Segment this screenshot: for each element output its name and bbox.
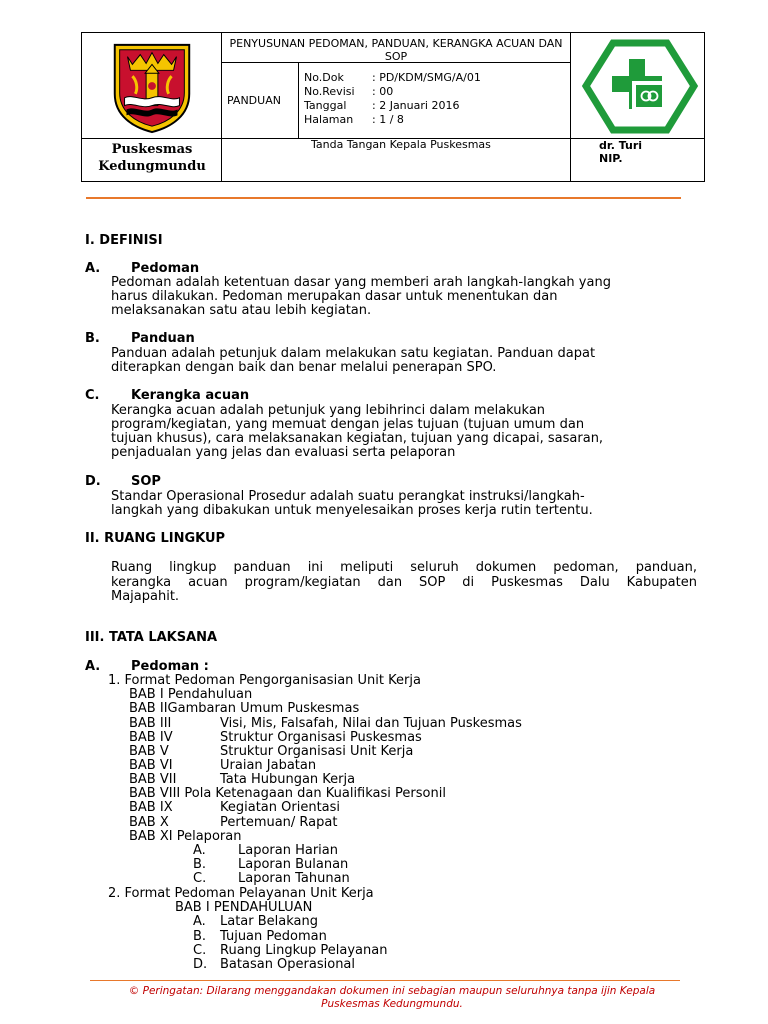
bab-number: BAB VI — [129, 758, 173, 773]
list-item: Tujuan Pedoman — [220, 929, 327, 944]
signer-nip: NIP. — [599, 152, 623, 165]
header-rule — [86, 197, 681, 199]
signer-name: dr. Turi — [599, 139, 643, 152]
footer-line: © Peringatan: Dilarang menggandakan dokumen ini sebagian maupun seluruhnya tanpa ijin Kepala — [128, 985, 656, 997]
doc-info-value: : 1 / 8 — [372, 113, 404, 126]
document-header-table — [81, 32, 705, 182]
body-line: Majapahit. — [111, 589, 180, 604]
doc-info-value: : PD/KDM/SMG/A/01 — [372, 71, 481, 84]
list-marker: A. — [193, 914, 206, 929]
list-item: Laporan Tahunan — [238, 871, 350, 886]
list-item: 2. Format Pedoman Pelayanan Unit Kerja — [108, 886, 374, 901]
body-line: tujuan khusus), cara melaksanakan kegiatan, tujuan yang dicapai, sasaran, — [111, 431, 604, 446]
list-marker: C. — [193, 871, 207, 886]
bab-number: BAB IX — [129, 800, 173, 815]
doc-info-row — [304, 99, 481, 113]
city-seal-icon — [103, 37, 201, 135]
body-line: program/kegiatan, yang memuat dengan jelas tujuan (tujuan umum dan — [111, 417, 585, 432]
puskesmas-logo-icon — [580, 39, 700, 134]
list-item: Batasan Operasional — [220, 957, 356, 972]
list-item: 1. Format Pedoman Pengorganisasian Unit Kerja — [108, 673, 421, 688]
footer-line: Puskesmas Kedungmundu. — [321, 998, 463, 1010]
body-line: melaksanakan satu atau lebih kegiatan. — [111, 303, 372, 318]
bab-entry: BAB IIGambaran Umum Puskesmas — [129, 701, 360, 716]
subsection-marker: A. — [85, 261, 101, 276]
body-line: Panduan adalah petunjuk dalam melakukan satu kegiatan. Panduan dapat — [111, 346, 596, 361]
document-title: PENYUSUNAN PEDOMAN, PANDUAN, KERANGKA ACUAN DAN SOP — [229, 37, 563, 63]
doc-info-label: Tanggal — [304, 99, 347, 112]
doc-info-value: : 00 — [372, 85, 394, 98]
signer-block — [599, 139, 642, 165]
doc-info-label: No.Dok — [304, 71, 344, 84]
list-marker: B. — [193, 929, 207, 944]
bab-number: BAB VII — [129, 772, 177, 787]
bab-title: Pertemuan/ Rapat — [220, 815, 338, 830]
list-item: Laporan Harian — [238, 843, 339, 858]
bab-entry: BAB I Pendahuluan — [129, 687, 253, 702]
body-line: langkah yang dibakukan untuk menyelesaikan proses kerja rutin tertentu. — [111, 503, 593, 518]
subsection-title: Pedoman : — [131, 659, 209, 674]
bab-number: BAB IV — [129, 730, 173, 745]
list-item: Ruang Lingkup Pelayanan — [220, 943, 388, 958]
footer-rule — [90, 980, 680, 981]
subsection-title: SOP — [131, 474, 161, 489]
list-marker: D. — [193, 957, 208, 972]
list-marker: B. — [193, 857, 207, 872]
bab-entry: BAB XI Pelaporan — [129, 829, 242, 844]
org-name — [89, 141, 215, 175]
list-item: Laporan Bulanan — [238, 857, 349, 872]
bab-title: Uraian Jabatan — [220, 758, 317, 773]
subsection-marker: C. — [85, 388, 100, 403]
body-line: Ruang lingkup panduan ini meliputi seluruh dokumen pedoman, panduan, — [111, 560, 697, 575]
body-line: kerangka acuan program/kegiatan dan SOP di Puskesmas Dalu Kabupaten — [111, 575, 697, 590]
org-name-line: Kedungmundu — [98, 159, 206, 174]
org-name-line: Puskesmas — [111, 142, 193, 157]
doc-info-label: No.Revisi — [304, 85, 355, 98]
bab-number: BAB X — [129, 815, 169, 830]
doc-info-label: Halaman — [304, 113, 354, 126]
document-type: PANDUAN — [227, 94, 281, 107]
bab-title: Kegiatan Orientasi — [220, 800, 341, 815]
doc-info-row — [304, 85, 481, 99]
bab-entry: BAB I PENDAHULUAN — [175, 900, 313, 915]
bab-title: Tata Hubungan Kerja — [220, 772, 356, 787]
bab-number: BAB III — [129, 716, 172, 731]
subsection-title: Pedoman — [131, 261, 200, 276]
header-divider — [298, 62, 299, 138]
section-heading: III. TATA LAKSANA — [85, 630, 218, 645]
subsection-marker: B. — [85, 331, 100, 346]
body-line: penjadualan yang jelas dan evaluasi serta pelaporan — [111, 445, 456, 460]
bab-entry: BAB VIII Pola Ketenagaan dan Kualifikasi Personil — [129, 786, 446, 801]
bab-title: Struktur Organisasi Unit Kerja — [220, 744, 414, 759]
bab-number: BAB V — [129, 744, 169, 759]
subsection-marker: A. — [85, 659, 101, 674]
body-line: diterapkan dengan baik dan benar melalui penerapan SPO. — [111, 360, 497, 375]
copyright-warning — [80, 985, 704, 1011]
section-heading: I. DEFINISI — [85, 233, 163, 248]
bab-title: Visi, Mis, Falsafah, Nilai dan Tujuan Puskesmas — [220, 716, 522, 731]
document-info — [304, 71, 481, 127]
doc-info-row — [304, 113, 481, 127]
body-line: harus dilakukan. Pedoman merupakan dasar untuk menentukan dan — [111, 289, 558, 304]
body-line: Standar Operasional Prosedur adalah suatu perangkat instruksi/langkah- — [111, 489, 585, 504]
subsection-marker: D. — [85, 474, 101, 489]
subsection-title: Panduan — [131, 331, 195, 346]
section-heading: II. RUANG LINGKUP — [85, 531, 226, 546]
body-line: Kerangka acuan adalah petunjuk yang lebihrinci dalam melakukan — [111, 403, 546, 418]
doc-info-row — [304, 71, 481, 85]
list-marker: A. — [193, 843, 206, 858]
list-item: Latar Belakang — [220, 914, 319, 929]
list-marker: C. — [193, 943, 207, 958]
body-line: Pedoman adalah ketentuan dasar yang memberi arah langkah-langkah yang — [111, 275, 611, 290]
subsection-title: Kerangka acuan — [131, 388, 250, 403]
doc-info-value: : 2 Januari 2016 — [372, 99, 460, 112]
signature-label: Tanda Tangan Kepala Puskesmas — [311, 138, 491, 151]
bab-title: Struktur Organisasi Puskesmas — [220, 730, 422, 745]
